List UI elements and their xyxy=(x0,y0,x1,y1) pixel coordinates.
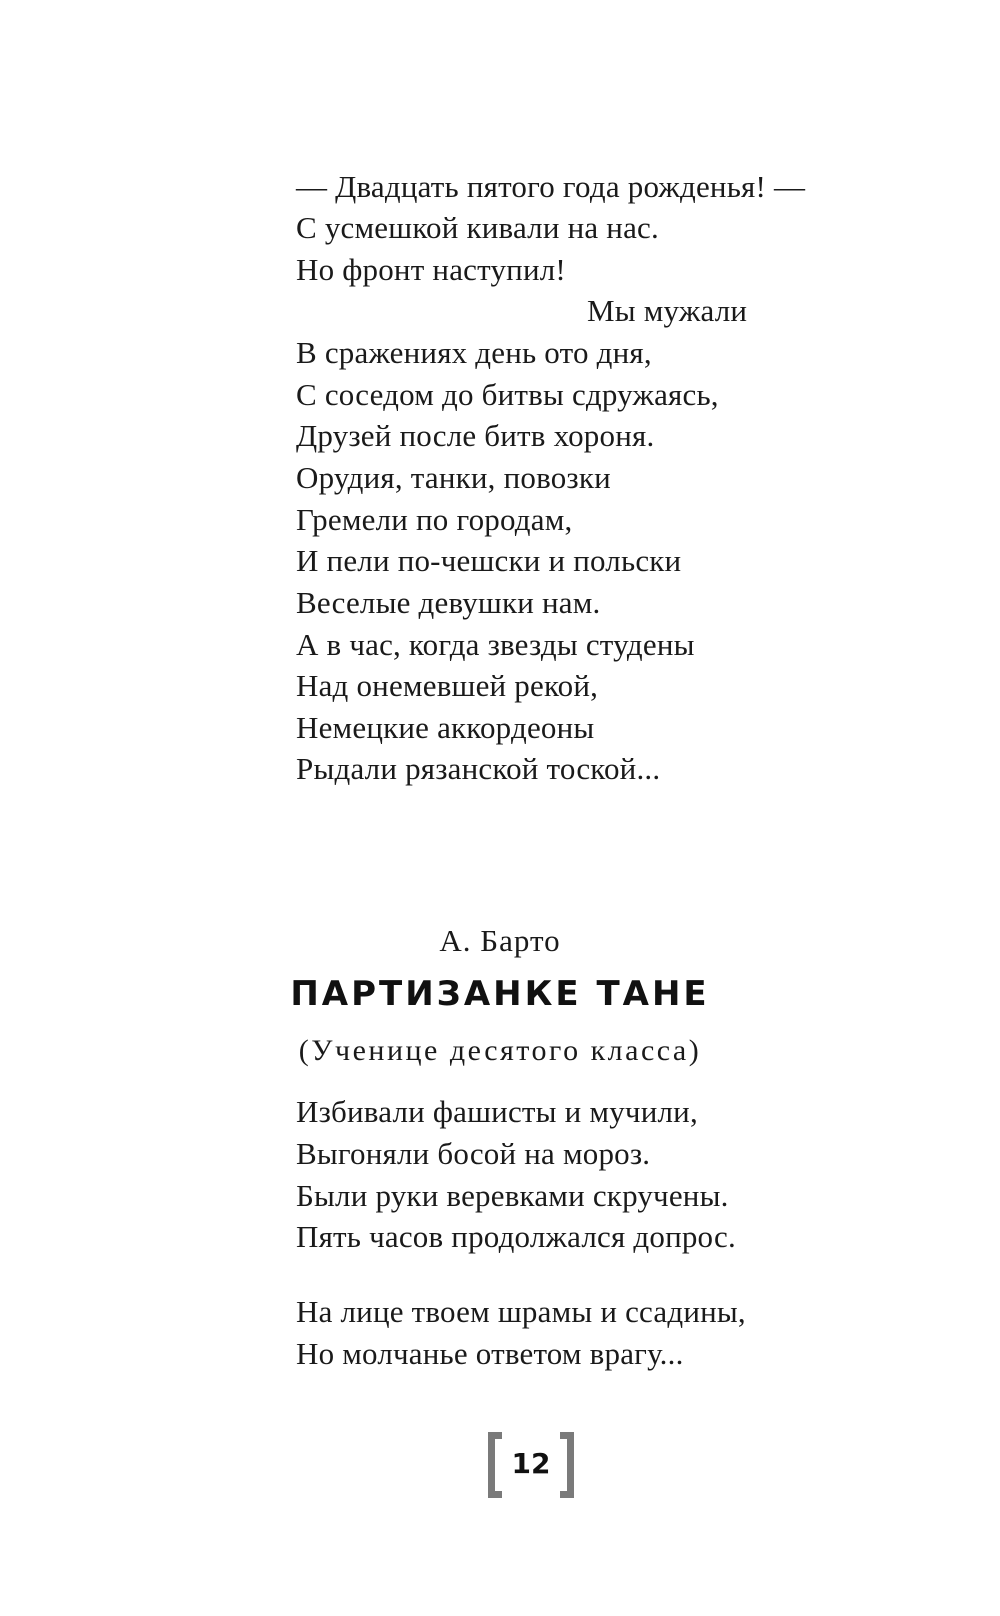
poem-line: А в час, когда звезды студены xyxy=(296,627,695,662)
poem-line: Рыдали рязанской тоской... xyxy=(296,751,661,786)
poem-line: Немецкие аккордеоны xyxy=(296,710,595,745)
poem-line: Над онемевшей рекой, xyxy=(296,668,599,703)
poem-line: Орудия, танки, повозки xyxy=(296,460,611,495)
poem-line: На лице твоем шрамы и ссадины, xyxy=(296,1294,746,1329)
poem-line: — Двадцать пятого года рожденья! — xyxy=(296,169,806,204)
poem-line: Пять часов продолжался допрос. xyxy=(296,1219,736,1254)
poem-subtitle: (Ученице десятого класса) xyxy=(298,1034,702,1067)
page-number-box xyxy=(488,1432,574,1502)
poem-line: Были руки веревками скручены. xyxy=(296,1178,729,1213)
poem-line: Гремели по городам, xyxy=(296,502,573,537)
poem-line: Но молчанье ответом врагу... xyxy=(296,1336,684,1371)
poem-line: С соседом до битвы сдружаясь, xyxy=(296,377,719,412)
poem-line: Друзей после битв хороня. xyxy=(296,418,655,453)
poem-line: С усмешкой кивали на нас. xyxy=(296,210,659,245)
poem-line: Веселые девушки нам. xyxy=(296,585,601,620)
poem-line: Но фронт наступил! xyxy=(296,252,566,287)
page-number: 12 xyxy=(511,1447,551,1480)
poem-title: ПАРТИЗАНКЕ ТАНЕ xyxy=(290,974,710,1014)
poem-line: Выгоняли босой на мороз. xyxy=(296,1136,651,1171)
poem-line: В сражениях день ото дня, xyxy=(296,335,652,370)
poem-line: И пели по-чешски и польски xyxy=(296,543,682,578)
poem-line: Мы мужали xyxy=(587,293,748,328)
poem-line: Избивали фашисты и мучили, xyxy=(296,1094,698,1129)
poem-author: А. Барто xyxy=(439,923,561,958)
